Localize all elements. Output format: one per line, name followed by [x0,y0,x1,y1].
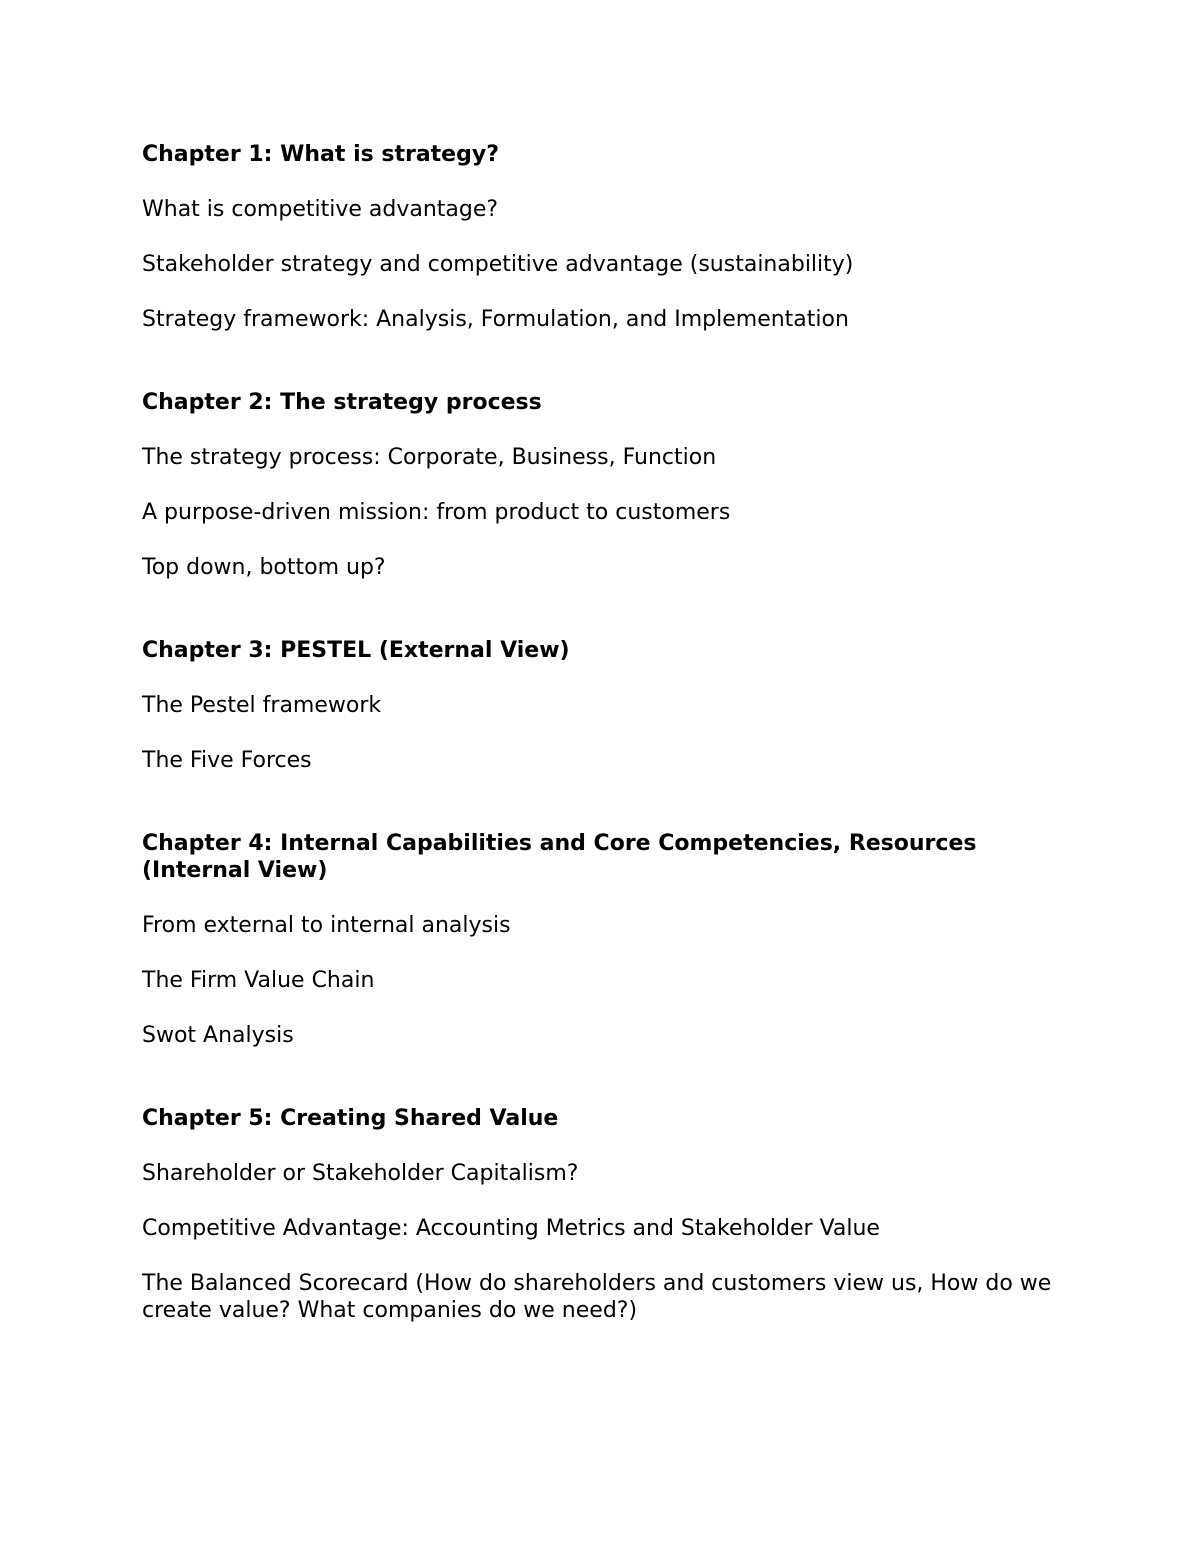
topic-item: Top down, bottom up? [142,555,386,580]
chapter-1 [142,141,1057,333]
chapter-4 [142,830,1057,1049]
chapter-title: Chapter 4: Internal Capabilities and Core Competencies, Resources (Internal View) [142,831,977,883]
topic-item: What is competitive advantage? [142,197,499,222]
topic-item: The Pestel framework [142,693,382,718]
topic-item: Strategy framework: Analysis, Formulation, and Implementation [142,307,849,332]
topic-item: The Firm Value Chain [142,968,375,993]
topic-item: From external to internal analysis [142,913,511,938]
chapter-title: Chapter 2: The strategy process [142,390,542,415]
chapter-title: Chapter 5: Creating Shared Value [142,1106,559,1131]
document-page [142,141,1057,1324]
topic-item: A purpose-driven mission: from product to customers [142,500,731,525]
chapter-3 [142,637,1057,774]
chapter-5 [142,1105,1057,1324]
topic-item: Competitive Advantage: Accounting Metrics and Stakeholder Value [142,1216,880,1241]
chapter-title: Chapter 3: PESTEL (External View) [142,638,570,663]
topic-item: Swot Analysis [142,1023,294,1048]
topic-item: The Balanced Scorecard (How do shareholders and customers view us, How do we create value? What companies do we need?) [142,1271,1052,1323]
topic-item: The Five Forces [142,748,312,773]
chapter-2 [142,389,1057,581]
topic-item: Stakeholder strategy and competitive advantage (sustainability) [142,252,854,277]
topic-item: Shareholder or Stakeholder Capitalism? [142,1161,579,1186]
topic-item: The strategy process: Corporate, Business, Function [142,445,717,470]
chapter-title: Chapter 1: What is strategy? [142,142,499,167]
